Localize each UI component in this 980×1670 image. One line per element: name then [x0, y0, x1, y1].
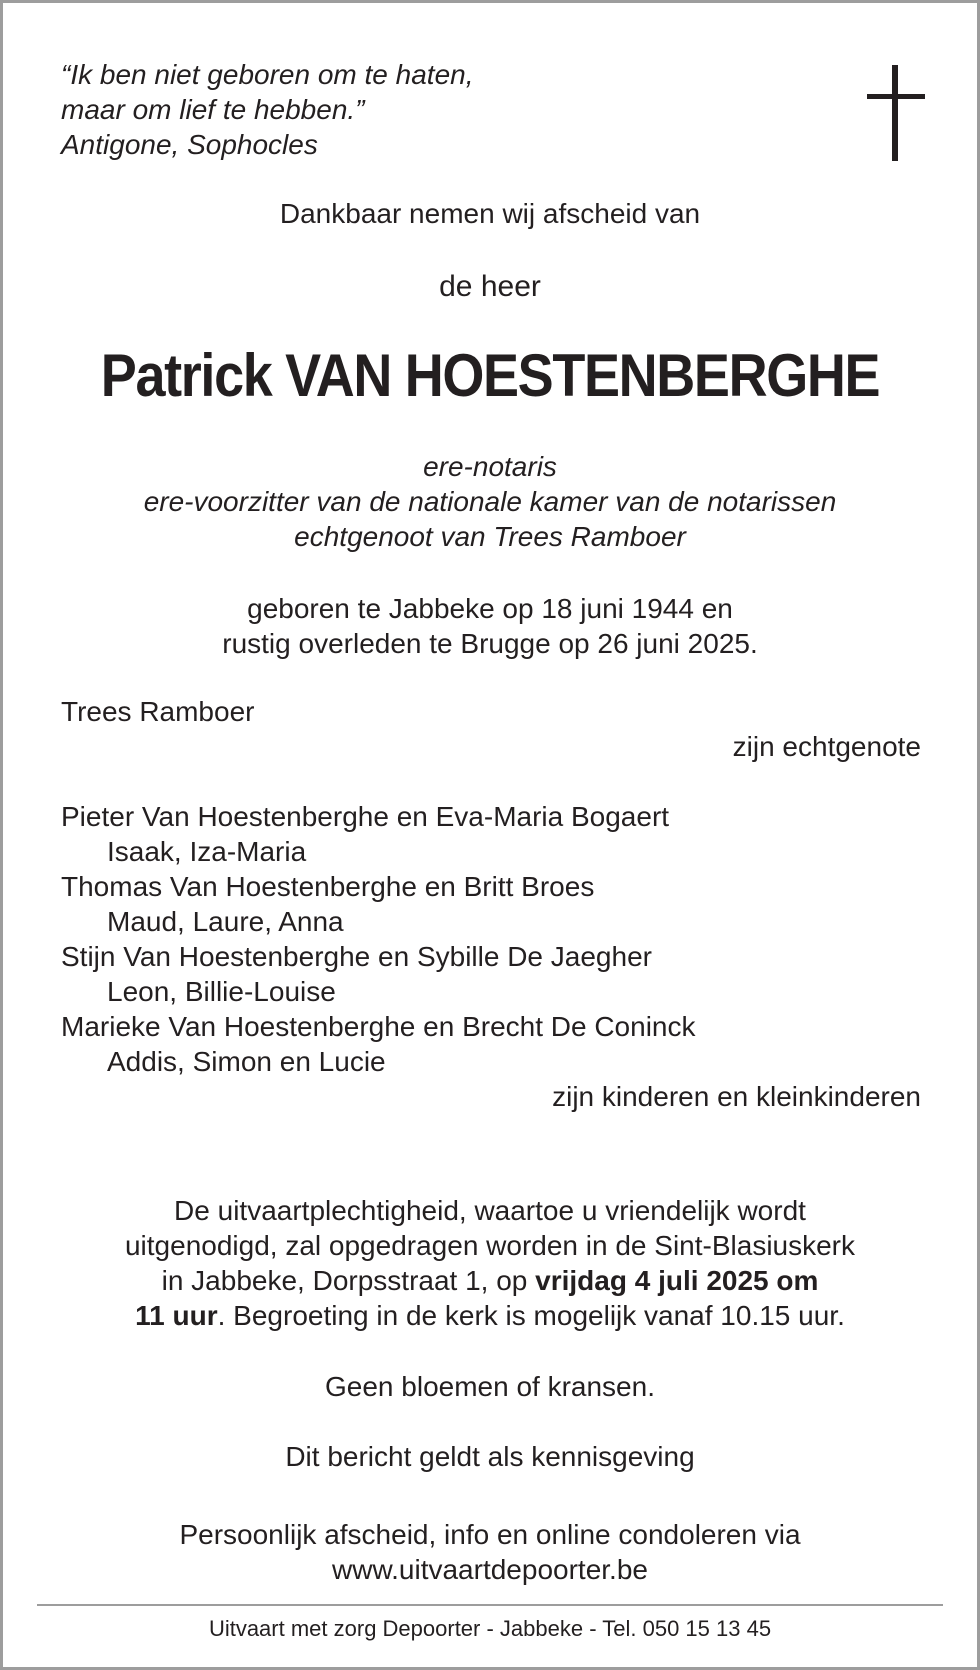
life-dates: [3, 591, 977, 661]
no-flowers-note: Geen bloemen of kransen.: [325, 1371, 655, 1402]
cross-icon: [867, 65, 925, 161]
spouse-name: Trees Ramboer: [61, 696, 255, 727]
service-date: vrijdag 4 juli 2025 om: [535, 1265, 819, 1296]
service-location: in Jabbeke, Dorpsstraat 1, op: [161, 1265, 536, 1296]
footer-text: Uitvaart met zorg Depoorter - Jabbeke - Tel. 050 15 13 45: [208, 1616, 772, 1641]
notice-text: Dit bericht geldt als kennisgeving: [285, 1441, 695, 1472]
quote-line: “Ik ben niet geboren om te haten,: [61, 59, 474, 90]
intro-text: Dankbaar nemen wij afscheid van: [279, 198, 701, 229]
funeral-service-info: [3, 1193, 977, 1333]
role-line: ere-voorzitter van de nationale kamer van de notarissen: [143, 486, 837, 517]
service-line: De uitvaartplechtigheid, waartoe u vriendelijk wordt: [174, 1195, 806, 1226]
deceased-name: Patrick VAN HOESTENBERGHE: [100, 342, 880, 409]
footer-divider: [37, 1604, 943, 1606]
service-time: 11 uur: [135, 1300, 218, 1331]
spouse-relation: zijn echtgenote: [732, 731, 921, 762]
quote-attribution: Antigone, Sophocles: [61, 129, 318, 160]
website-link[interactable]: www.uitvaartdepoorter.be: [332, 1554, 648, 1585]
birth-line: geboren te Jabbeke op 18 juni 1944 en: [247, 593, 733, 624]
opening-quote: [61, 57, 474, 162]
child-couple: Marieke Van Hoestenberghe en Brecht De Coninck: [61, 1011, 696, 1042]
grandchildren: Leon, Billie-Louise: [107, 976, 336, 1007]
greeting-info: . Begroeting in de kerk is mogelijk vanaf 10.15 uur.: [217, 1300, 845, 1331]
service-line: [3, 1263, 977, 1298]
online-condolence: [3, 1517, 977, 1587]
online-line: Persoonlijk afscheid, info en online condoleren via: [179, 1519, 801, 1550]
grandchildren: Addis, Simon en Lucie: [107, 1046, 386, 1077]
child-couple: Pieter Van Hoestenberghe en Eva-Maria Bogaert: [61, 801, 670, 832]
quote-line: maar om lief te hebben.”: [61, 94, 365, 125]
child-couple: Thomas Van Hoestenberghe en Britt Broes: [61, 871, 595, 902]
death-line: rustig overleden te Brugge op 26 juni 2025.: [222, 628, 758, 659]
honorific: de heer: [439, 270, 541, 303]
role-line: ere-notaris: [423, 451, 557, 482]
roles-block: [3, 449, 977, 554]
child-couple: Stijn Van Hoestenberghe en Sybille De Jaegher: [61, 941, 652, 972]
service-line: uitgenodigd, zal opgedragen worden in de Sint-Blasiuskerk: [124, 1230, 856, 1261]
role-line: echtgenoot van Trees Ramboer: [294, 521, 686, 552]
grandchildren: Maud, Laure, Anna: [107, 906, 344, 937]
service-line: [3, 1298, 977, 1333]
grandchildren: Isaak, Iza-Maria: [107, 836, 307, 867]
children-relation: zijn kinderen en kleinkinderen: [552, 1081, 921, 1112]
